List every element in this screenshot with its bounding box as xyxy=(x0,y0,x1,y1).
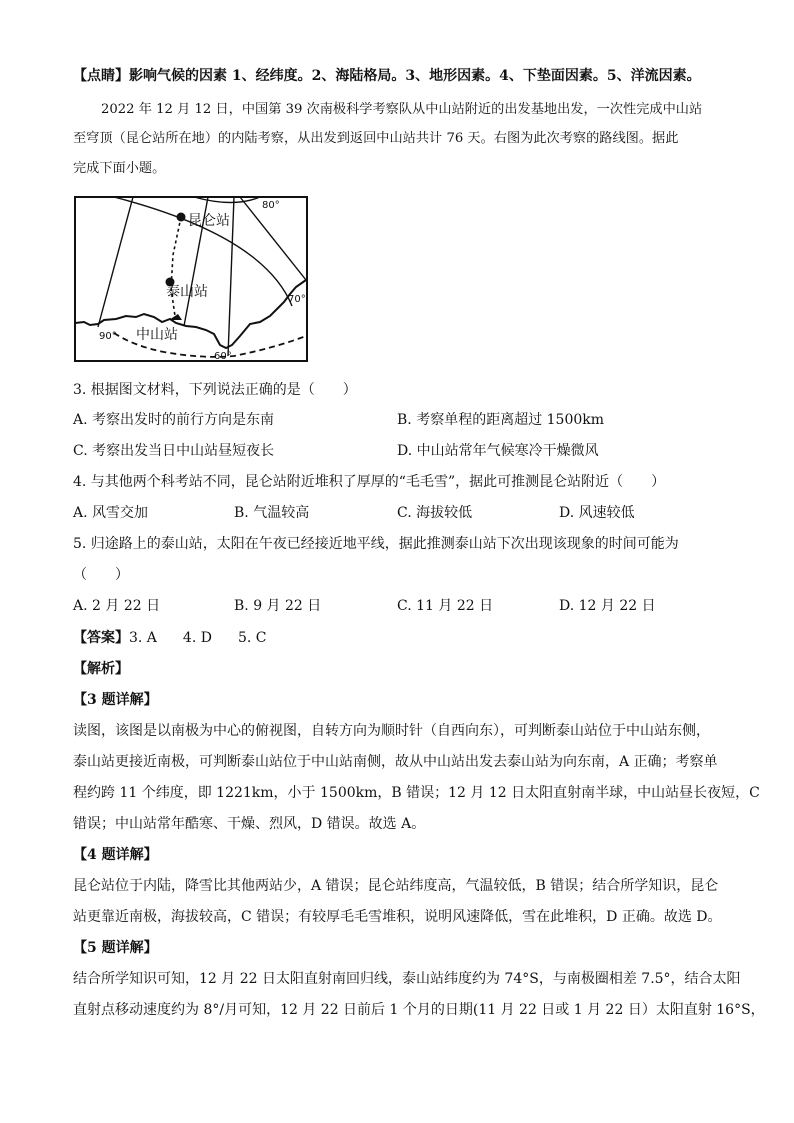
intro-line-1: 2022 年 12 月 12 日，中国第 39 次南极科学考察队从中山站附近的出发基地出发，一次性完成中山站 xyxy=(101,102,703,117)
question-4-stem: 4. 与其他两个科考站不同，昆仑站附近堆积了厚厚的“毛毛雪”，据此可推测昆仑站附近（ ） xyxy=(73,474,666,490)
q3-option-a: A. 考察出发时的前行方向是东南 xyxy=(73,412,275,428)
question-5-stem-bracket: （ ） xyxy=(73,567,129,583)
detail-5-line-1: 结合所学知识可知，12 月 22 日太阳直射南回归线，泰山站纬度约为 74°S，与南极圈相差 7.5°，结合太阳 xyxy=(73,971,741,987)
lon-60-label: 60° xyxy=(214,351,232,362)
answer-5: 5. C xyxy=(237,630,267,646)
taishan-label: 泰山站 xyxy=(166,284,208,300)
q5-option-c: C. 11 月 22 日 xyxy=(397,598,494,614)
q3-option-c: C. 考察出发当日中山站昼短夜长 xyxy=(73,443,275,459)
detail-3-label: 【3 题详解】 xyxy=(73,692,158,708)
detail-5-line-2: 直射点移动速度约为 8°/月可知，12 月 22 日前后 1 个月的日期(11 月 22 日或 1 月 22 日）太阳直射 16°S， xyxy=(73,1002,765,1018)
detail-3-line-3: 程约跨 11 个纬度，即 1221km，小于 1500km，B 错误；12 月 12 日太阳直射南半球，中山站昼长夜短，C xyxy=(73,785,760,801)
detail-4-line-2: 站更靠近南极，海拔较高，C 错误；有较厚毛毛雪堆积，说明风速降低，雪在此堆积，D 正确。故选 D。 xyxy=(73,909,722,925)
detail-3-line-2: 泰山站更接近南极，可判断泰山站位于中山站南侧，故从中山站出发去泰山站为向东南，A 正确；考察单 xyxy=(73,754,718,770)
detail-5-label: 【5 题详解】 xyxy=(73,940,158,956)
q5-option-b: B. 9 月 22 日 xyxy=(234,598,322,614)
detail-3-line-1: 读图，该图是以南极为中心的俯视图，自转方向为顺时针（自西向东），可判断泰山站位于中山站东侧， xyxy=(73,723,710,739)
zhongshan-label: 中山站 xyxy=(136,327,178,343)
question-5-stem: 5. 归途路上的泰山站，太阳在午夜已经接近地平线，据此推测泰山站下次出现该现象的时间可能为 xyxy=(73,536,679,552)
q4-option-c: C. 海拔较低 xyxy=(397,505,473,521)
lon-90-label: 90° xyxy=(99,331,117,342)
intro-line-3: 完成下面小题。 xyxy=(73,161,166,176)
analysis-label: 【解析】 xyxy=(73,661,129,677)
answer-row xyxy=(73,628,267,648)
answer-label: 【答案】 xyxy=(73,630,129,646)
q5-option-a: A. 2 月 22 日 xyxy=(73,598,161,614)
question-3-stem: 3. 根据图文材料，下列说法正确的是（ ） xyxy=(73,382,357,398)
dianjing-note: 【点睛】影响气候的因素 1、经纬度。2、海陆格局。3、地形因素。4、下垫面因素。5、洋流因素。 xyxy=(73,68,701,84)
q4-option-a: A. 风雪交加 xyxy=(73,505,149,521)
q3-option-b: B. 考察单程的距离超过 1500km xyxy=(397,412,605,428)
route-map xyxy=(74,196,308,362)
q3-option-d: D. 中山站常年气候寒冷干燥微风 xyxy=(397,443,599,459)
answer-4: 4. D xyxy=(182,630,212,646)
intro-line-2: 至穹顶（昆仑站所在地）的内陆考察，从出发到返回中山站共计 76 天。右图为此次考察的路线图。据此 xyxy=(73,131,679,146)
kunlun-station-dot xyxy=(177,213,186,222)
lat-80-label: 80° xyxy=(262,200,280,211)
q4-option-b: B. 气温较高 xyxy=(234,505,310,521)
lat-70-label: 70° xyxy=(288,294,306,305)
q4-option-d: D. 风速较低 xyxy=(559,505,635,521)
detail-4-line-1: 昆仑站位于内陆，降雪比其他两站少，A 错误；昆仑站纬度高，气温较低，B 错误；结合所学知识，昆仑 xyxy=(73,878,719,894)
q5-option-d: D. 12 月 22 日 xyxy=(559,598,656,614)
answer-3: 3. A xyxy=(129,630,157,646)
detail-3-line-4: 错误；中山站常年酷寒、干燥、烈风，D 错误。故选 A。 xyxy=(73,816,426,832)
detail-4-label: 【4 题详解】 xyxy=(73,847,158,863)
kunlun-label: 昆仑站 xyxy=(188,213,230,229)
